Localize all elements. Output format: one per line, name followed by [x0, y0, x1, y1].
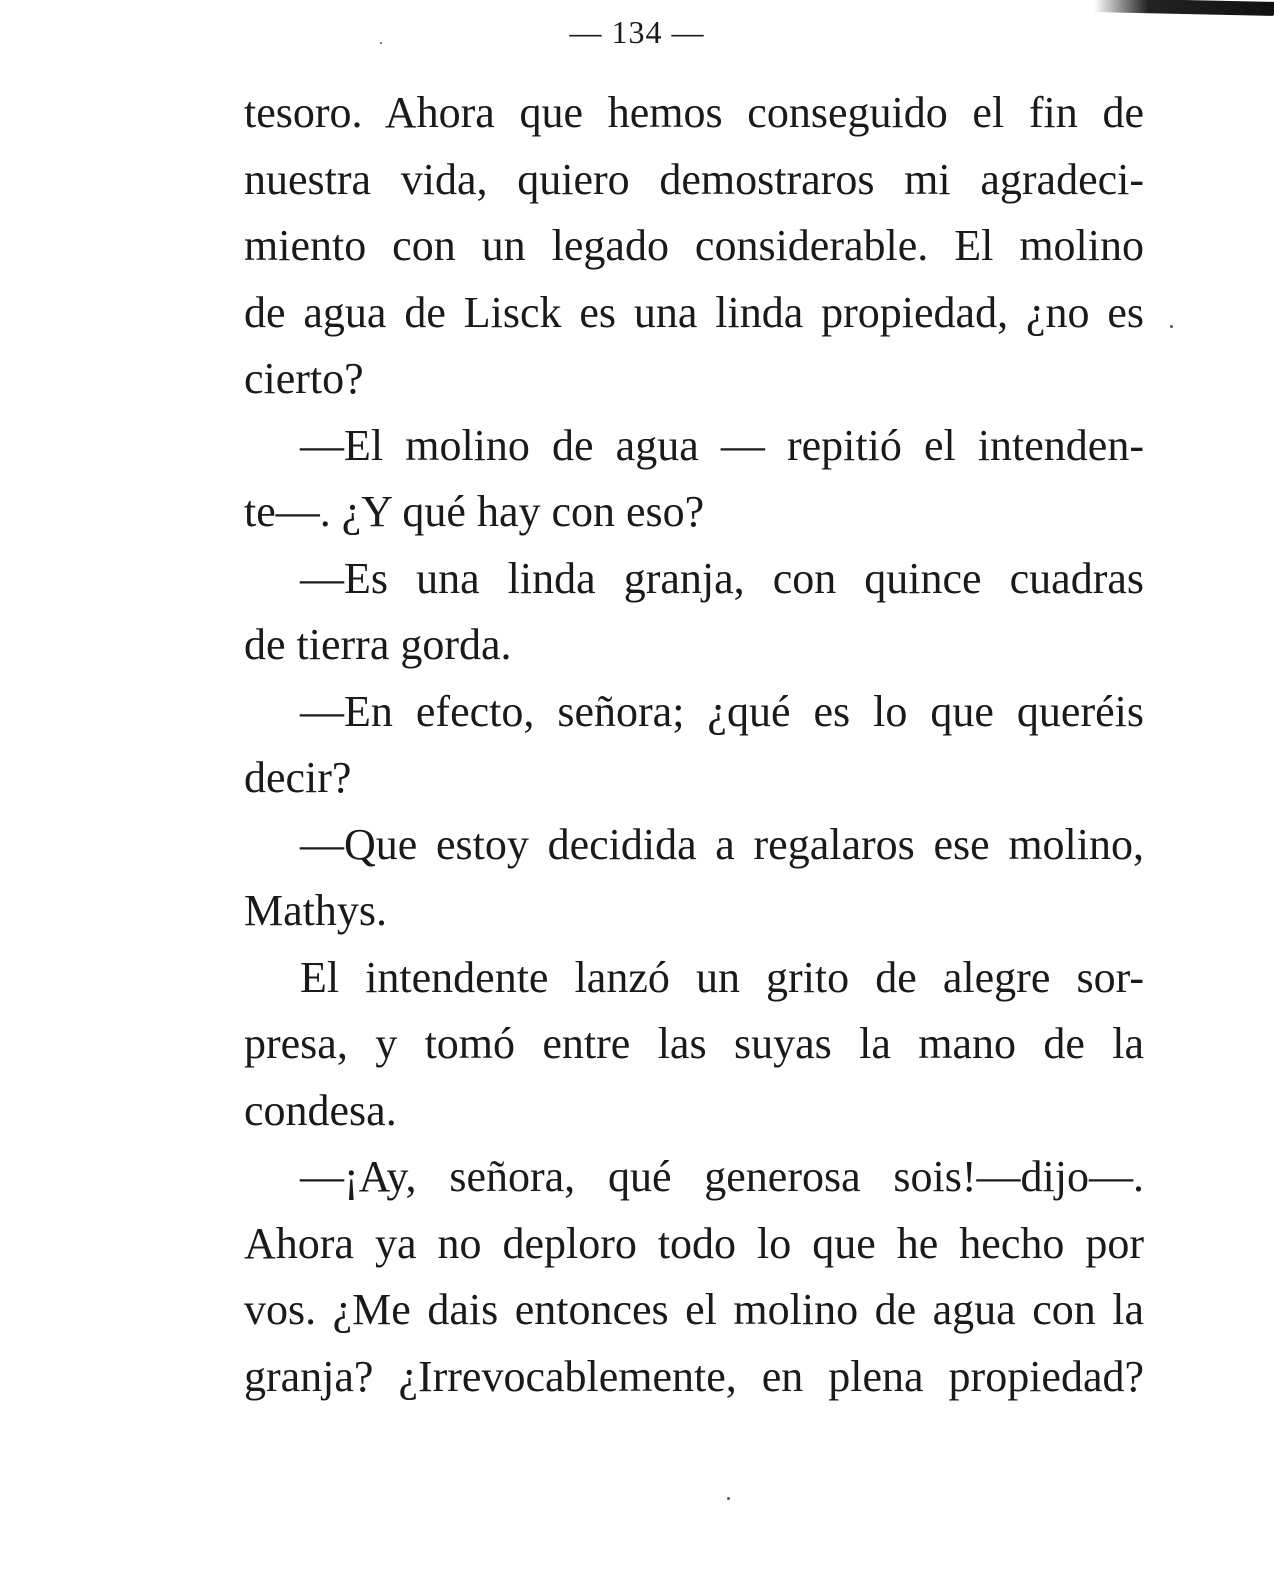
text-line: miento con un legado considerable. El molino: [244, 221, 1144, 270]
text-line: —Que estoy decidida a regalaros ese molino,: [300, 819, 1144, 869]
text-line: vos. ¿Me dais entonces el molino de agua con la: [244, 1285, 1144, 1334]
text-line: cierto?: [244, 354, 364, 403]
ink-speck: [1170, 325, 1173, 328]
text-line: nuestra vida, quiero demostraros mi agradeci-: [244, 154, 1144, 204]
text-line: tesoro. Ahora que hemos conseguido el fin de: [244, 88, 1144, 137]
text-line: decir?: [244, 753, 352, 802]
text-line: Mathys.: [244, 886, 387, 935]
text-line: —El molino de agua — repitió el intenden-: [300, 420, 1144, 470]
text-line: El intendente lanzó un grito de alegre sor-: [300, 952, 1144, 1002]
page-text: [244, 80, 1144, 1410]
text-line: te—. ¿Y qué hay con eso?: [244, 487, 705, 536]
text-line: de agua de Lisck es una linda propiedad, ¿no es: [244, 287, 1144, 337]
text-line: granja? ¿Irrevocablemente, en plena propiedad?: [244, 1351, 1144, 1401]
text-line: condesa.: [244, 1085, 397, 1135]
page-number: — 134 —: [569, 14, 705, 50]
text-line: Ahora ya no deploro todo lo que he hecho por: [244, 1218, 1144, 1268]
text-line: —En efecto, señora; ¿qué es lo que queréis: [300, 686, 1144, 736]
text-line: —Es una linda granja, con quince cuadras: [300, 553, 1144, 603]
text-line: de tierra gorda.: [244, 620, 512, 669]
ink-speck: [380, 42, 382, 44]
ink-speck: [727, 1497, 730, 1500]
text-line: —¡Ay, señora, qué generosa sois!—dijo—.: [300, 1152, 1144, 1201]
text-line: presa, y tomó entre las suyas la mano de la: [244, 1019, 1144, 1068]
